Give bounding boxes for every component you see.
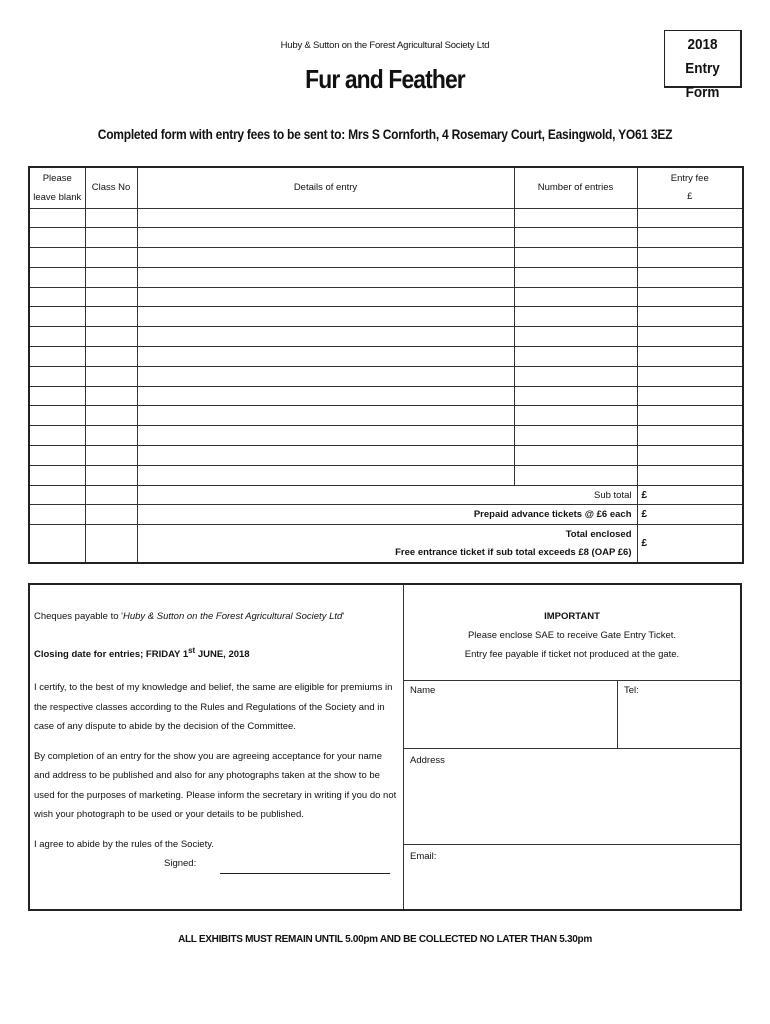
cheques-prefix: Cheques payable to ' — [34, 611, 123, 622]
table-cell[interactable] — [137, 446, 514, 466]
address-label: Address — [410, 755, 445, 766]
table-cell[interactable] — [29, 386, 85, 406]
declaration-panel — [30, 585, 404, 909]
signature-line[interactable] — [220, 858, 390, 874]
table-cell[interactable] — [514, 366, 637, 386]
col-fee-unit: £ — [687, 190, 693, 202]
cheques-payee: Huby & Sutton on the Forest Agricultural Society Ltd — [122, 611, 343, 622]
table-cell[interactable] — [29, 505, 85, 525]
col-fee — [637, 167, 743, 208]
table-cell[interactable] — [514, 307, 637, 327]
table-cell[interactable] — [514, 446, 637, 466]
table-cell[interactable] — [29, 485, 85, 505]
contact-panel — [404, 585, 740, 909]
table-cell[interactable] — [514, 287, 637, 307]
cheques-note — [34, 607, 403, 627]
table-cell[interactable] — [514, 208, 637, 228]
table-cell[interactable] — [514, 386, 637, 406]
subtotal-pound[interactable]: £ — [637, 485, 743, 505]
table-cell[interactable] — [137, 386, 514, 406]
email-field[interactable] — [404, 845, 740, 868]
footer-notice: ALL EXHIBITS MUST REMAIN UNTIL 5.00pm AND BE COLLECTED NO LATER THAN 5.30pm — [178, 934, 592, 945]
total-label-cell — [137, 525, 637, 563]
table-row — [29, 248, 743, 268]
tel-label: Tel: — [624, 685, 639, 696]
table-cell[interactable] — [514, 347, 637, 367]
entries-table — [28, 166, 744, 564]
entry-form-box — [664, 30, 742, 101]
table-cell[interactable] — [514, 228, 637, 248]
table-cell[interactable] — [85, 347, 137, 367]
table-cell[interactable] — [85, 446, 137, 466]
table-cell[interactable] — [29, 406, 85, 426]
table-cell[interactable] — [637, 208, 743, 228]
table-row — [29, 307, 743, 327]
cheques-suffix: ' — [342, 611, 345, 622]
table-cell[interactable] — [137, 267, 514, 287]
subtotal-row — [29, 485, 743, 505]
prepaid-row — [29, 505, 743, 525]
society-name: Huby & Sutton on the Forest Agricultural Society Ltd — [280, 40, 490, 51]
total-row — [29, 525, 743, 563]
table-cell[interactable] — [85, 208, 137, 228]
signed-label: Signed: — [164, 858, 197, 870]
table-cell[interactable] — [85, 386, 137, 406]
table-cell[interactable] — [137, 287, 514, 307]
agree-text: I agree to abide by the rules of the Society. — [34, 838, 214, 850]
free-entrance-label: Free entrance ticket if sub total exceeds £8 (OAP £6) — [395, 546, 632, 558]
table-cell[interactable] — [29, 267, 85, 287]
table-row — [29, 406, 743, 426]
form-year: 2018 — [687, 36, 718, 53]
table-header-row — [29, 167, 743, 208]
send-to-address: Completed form with entry fees to be sent to: Mrs S Cornforth, 4 Rosemary Court, Easingwold, YO61 3EZ — [97, 126, 673, 142]
important-box — [404, 585, 740, 681]
form-title: Fur and Feather — [305, 64, 465, 94]
table-cell[interactable] — [29, 426, 85, 446]
table-cell[interactable] — [29, 446, 85, 466]
table-row — [29, 366, 743, 386]
table-cell[interactable] — [637, 366, 743, 386]
table-cell[interactable] — [637, 287, 743, 307]
table-cell[interactable] — [29, 525, 85, 563]
table-cell[interactable] — [85, 287, 137, 307]
table-cell[interactable] — [85, 228, 137, 248]
declaration-section — [28, 583, 742, 911]
table-cell[interactable] — [637, 248, 743, 268]
table-row — [29, 267, 743, 287]
table-cell[interactable] — [29, 307, 85, 327]
table-cell[interactable] — [637, 267, 743, 287]
prepaid-pound[interactable]: £ — [637, 505, 743, 525]
important-heading: IMPORTANT — [544, 611, 600, 622]
total-pound[interactable]: £ — [637, 525, 743, 563]
table-cell[interactable] — [137, 406, 514, 426]
table-cell[interactable] — [85, 525, 137, 563]
table-cell[interactable] — [514, 267, 637, 287]
table-cell[interactable] — [137, 327, 514, 347]
table-cell[interactable] — [29, 287, 85, 307]
table-cell[interactable] — [85, 406, 137, 426]
table-cell[interactable] — [637, 426, 743, 446]
table-cell[interactable] — [29, 248, 85, 268]
table-row — [29, 465, 743, 485]
col-class-no: Class No — [85, 167, 137, 208]
table-cell[interactable] — [637, 446, 743, 466]
table-row — [29, 287, 743, 307]
table-cell[interactable] — [637, 228, 743, 248]
table-cell[interactable] — [637, 406, 743, 426]
col-leave-blank: Please leave blank — [29, 167, 85, 208]
table-cell[interactable] — [85, 307, 137, 327]
table-row — [29, 208, 743, 228]
name-label: Name — [410, 685, 436, 696]
table-cell[interactable] — [137, 465, 514, 485]
table-cell[interactable] — [137, 307, 514, 327]
table-cell[interactable] — [85, 327, 137, 347]
prepaid-label: Prepaid advance tickets @ £6 each — [137, 505, 637, 525]
table-row — [29, 347, 743, 367]
table-cell[interactable] — [637, 347, 743, 367]
table-cell[interactable] — [29, 327, 85, 347]
table-cell[interactable] — [514, 406, 637, 426]
table-cell[interactable] — [137, 347, 514, 367]
table-row — [29, 446, 743, 466]
certify-text: I certify, to the best of my knowledge and belief, the same are eligible for premiums in the respective classes according to the Rules and Regulations of the Society and in case of any dispute to abide by the decision of the Committee. — [34, 682, 393, 733]
table-cell[interactable] — [514, 465, 637, 485]
consent-text: By completion of an entry for the show you are agreeing acceptance for your name and address to be published and also for any photographs taken at the show to be used for the purposes of marketing. Please inform the secretary in writing if you do not wish your photograph to be used or your details to be published. — [34, 750, 397, 821]
closing-date — [34, 641, 403, 665]
signature-row — [34, 854, 403, 874]
address-field[interactable] — [404, 749, 740, 845]
table-cell[interactable] — [137, 248, 514, 268]
table-cell[interactable] — [29, 366, 85, 386]
closing-sup: st — [188, 645, 196, 655]
table-cell[interactable] — [137, 426, 514, 446]
col-fee-label: Entry fee — [670, 172, 709, 184]
closing-suffix: JUNE, 2018 — [195, 648, 250, 660]
table-cell[interactable] — [637, 465, 743, 485]
table-cell[interactable] — [85, 505, 137, 525]
name-tel-row — [404, 681, 740, 749]
form-label: Entry Form — [685, 60, 720, 101]
table-cell[interactable] — [514, 248, 637, 268]
table-row — [29, 386, 743, 406]
table-cell[interactable] — [29, 465, 85, 485]
table-cell[interactable] — [637, 307, 743, 327]
fee-note: Entry fee payable if ticket not produced at the gate. — [464, 649, 680, 660]
table-cell[interactable] — [29, 208, 85, 228]
col-details: Details of entry — [137, 167, 514, 208]
table-cell[interactable] — [85, 267, 137, 287]
name-field[interactable] — [404, 681, 618, 748]
table-cell[interactable] — [85, 366, 137, 386]
table-cell[interactable] — [637, 327, 743, 347]
closing-prefix: Closing date for entries; FRIDAY 1 — [34, 648, 189, 660]
table-row — [29, 327, 743, 347]
col-number: Number of entries — [514, 167, 637, 208]
total-enclosed-label: Total enclosed — [565, 528, 632, 540]
table-cell[interactable] — [514, 327, 637, 347]
table-row — [29, 426, 743, 446]
table-cell[interactable] — [514, 426, 637, 446]
table-cell[interactable] — [29, 347, 85, 367]
table-cell[interactable] — [85, 426, 137, 446]
subtotal-label: Sub total — [137, 485, 637, 505]
email-label: Email: — [410, 851, 437, 862]
table-cell[interactable] — [85, 465, 137, 485]
table-cell[interactable] — [85, 248, 137, 268]
table-cell[interactable] — [29, 228, 85, 248]
table-cell[interactable] — [637, 386, 743, 406]
table-cell[interactable] — [137, 366, 514, 386]
table-cell[interactable] — [137, 208, 514, 228]
table-row — [29, 228, 743, 248]
table-cell[interactable] — [85, 485, 137, 505]
table-cell[interactable] — [137, 228, 514, 248]
sae-note: Please enclose SAE to receive Gate Entry Ticket. — [467, 630, 677, 641]
tel-field[interactable] — [618, 681, 740, 748]
